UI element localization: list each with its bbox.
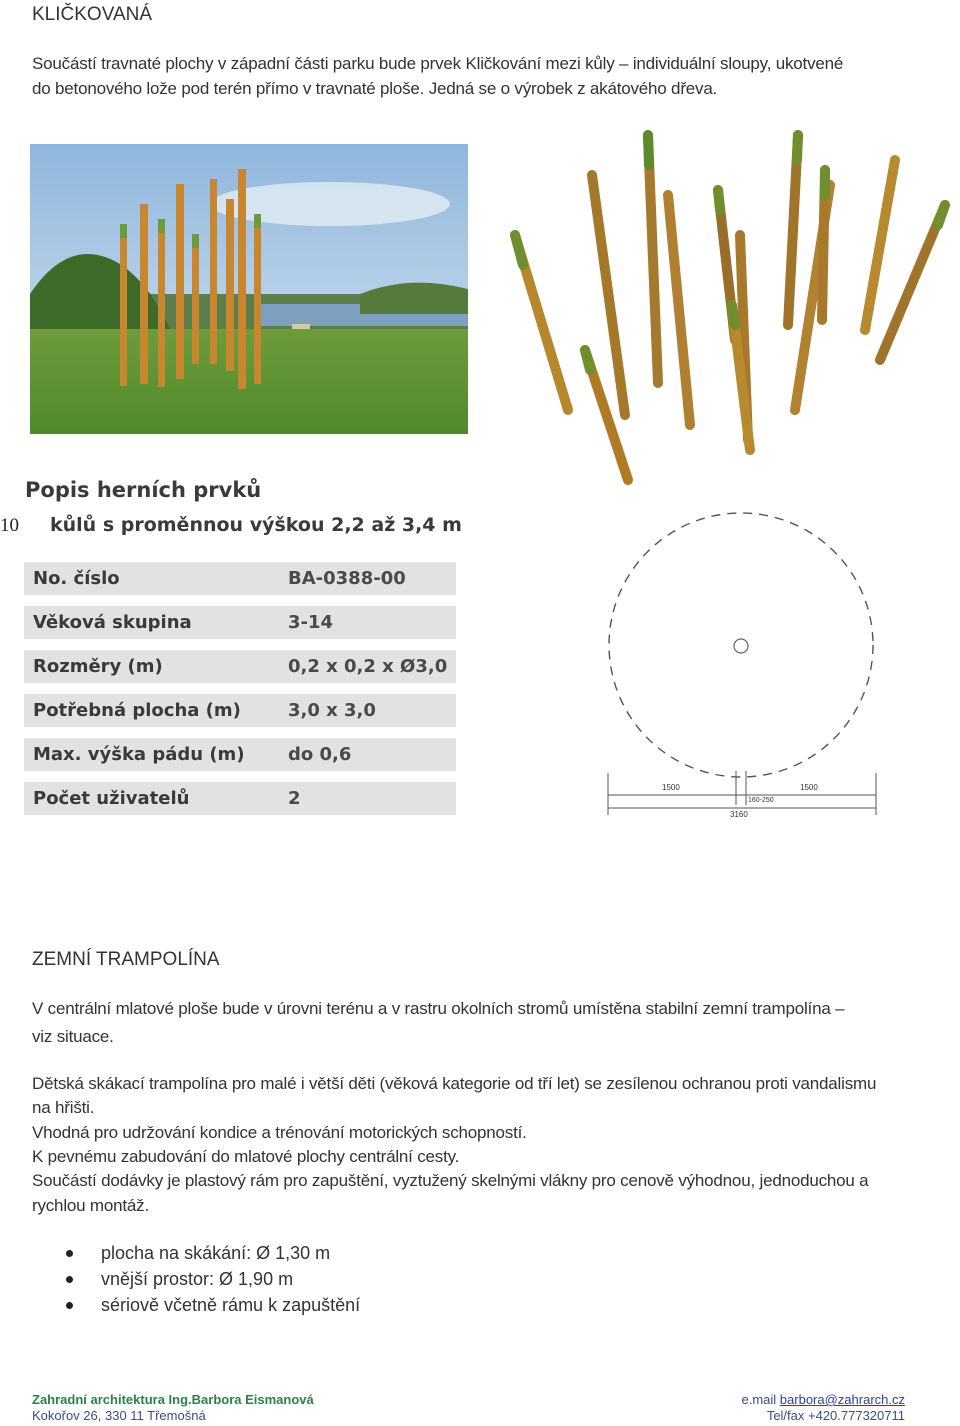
intro-line-1: Součástí travnaté plochy v západní části parku bude prvek Kličkování mezi kůly – individuální sloupy, ukotvené xyxy=(32,54,844,73)
bullet-icon xyxy=(66,1250,73,1257)
list-item xyxy=(66,1292,360,1318)
spec-label: No. číslo xyxy=(33,568,120,589)
spec-subtitle: kůlů s proměnnou výškou 2,2 až 3,4 m xyxy=(50,514,462,536)
p5-line-2: rychlou montáž. xyxy=(32,1196,149,1215)
list-item-text: sériově včetně rámu k zapuštění xyxy=(101,1295,361,1315)
spec-table xyxy=(24,562,456,826)
poles-rendering xyxy=(500,125,955,485)
list-item xyxy=(66,1240,360,1266)
spec-row xyxy=(24,694,456,727)
intro-line-2: do betonového lože pod terén přímo v travnaté ploše. Jedná se o výrobek z akátového dřeva. xyxy=(32,79,718,98)
spec-label: Potřebná plocha (m) xyxy=(33,700,241,721)
dim-left: 1500 xyxy=(662,783,680,792)
p4: K pevnému zabudování do mlatové plochy centrální cesty. xyxy=(32,1147,460,1166)
p3: Vhodná pro udržování kondice a trénování motorických schopností. xyxy=(32,1123,527,1142)
spec-row xyxy=(24,562,456,595)
spec-row xyxy=(24,606,456,639)
spec-value: 3-14 xyxy=(288,612,334,633)
bullet-icon xyxy=(66,1302,73,1309)
park-photo xyxy=(30,144,468,434)
plan-drawing xyxy=(600,505,885,825)
dim-right: 1500 xyxy=(800,783,818,792)
p5-line-1: Součástí dodávky je plastový rám pro zapuštění, vyztužený skelnými vlákny pro cenově výhodnou, jednoduchou a xyxy=(32,1171,869,1190)
spec-value: 3,0 x 3,0 xyxy=(288,700,376,721)
p1-line-2: viz situace. xyxy=(32,1027,114,1046)
spec-value: 2 xyxy=(288,788,301,809)
dim-total: 3160 xyxy=(730,810,748,819)
list-item xyxy=(66,1266,360,1292)
feature-list xyxy=(66,1240,360,1318)
spec-label: Max. výška pádu (m) xyxy=(33,744,245,765)
spec-value: do 0,6 xyxy=(288,744,352,765)
spec-row xyxy=(24,782,456,815)
email-label: e.mail xyxy=(741,1392,780,1407)
footer-phone: Tel/fax +420.777320711 xyxy=(766,1408,905,1423)
p2-line-2: na hřišti. xyxy=(32,1098,95,1117)
spec-label: Rozměry (m) xyxy=(33,656,163,677)
dim-mid: 160-250 xyxy=(748,797,774,804)
bullet-icon xyxy=(66,1276,73,1283)
section-heading-klickovana: KLIČKOVANÁ xyxy=(32,4,153,25)
footer-address: Kokořov 26, 330 11 Třemošná xyxy=(32,1408,206,1423)
spec-label: Věková skupina xyxy=(33,612,192,633)
list-item-text: vnější prostor: Ø 1,90 m xyxy=(101,1269,294,1289)
section-heading-trampolina: ZEMNÍ TRAMPOLÍNA xyxy=(32,949,220,970)
p1-line-1: V centrální mlatové ploše bude v úrovni terénu a v rastru okolních stromů umístěna stabilní zemní trampolína – xyxy=(32,999,845,1018)
list-item-text: plocha na skákání: Ø 1,30 m xyxy=(101,1243,331,1263)
footer-email xyxy=(742,1392,906,1407)
footer-company: Zahradní architektura Ing.Barbora Eismanová xyxy=(32,1392,314,1407)
spec-label: Počet uživatelů xyxy=(33,788,190,809)
spec-value: 0,2 x 0,2 x Ø3,0 xyxy=(288,656,448,677)
p2-line-1: Dětská skákací trampolína pro malé i větší děti (věková kategorie od tří let) se zesílenou ochranou proti vandalismu xyxy=(32,1074,877,1093)
email-link[interactable]: barbora@zahrarch.cz xyxy=(779,1392,905,1407)
spec-title: Popis herních prvků xyxy=(25,478,262,502)
spec-row xyxy=(24,738,456,771)
page-number: 10 xyxy=(0,515,22,537)
spec-value: BA-0388-00 xyxy=(288,568,406,589)
spec-row xyxy=(24,650,456,683)
